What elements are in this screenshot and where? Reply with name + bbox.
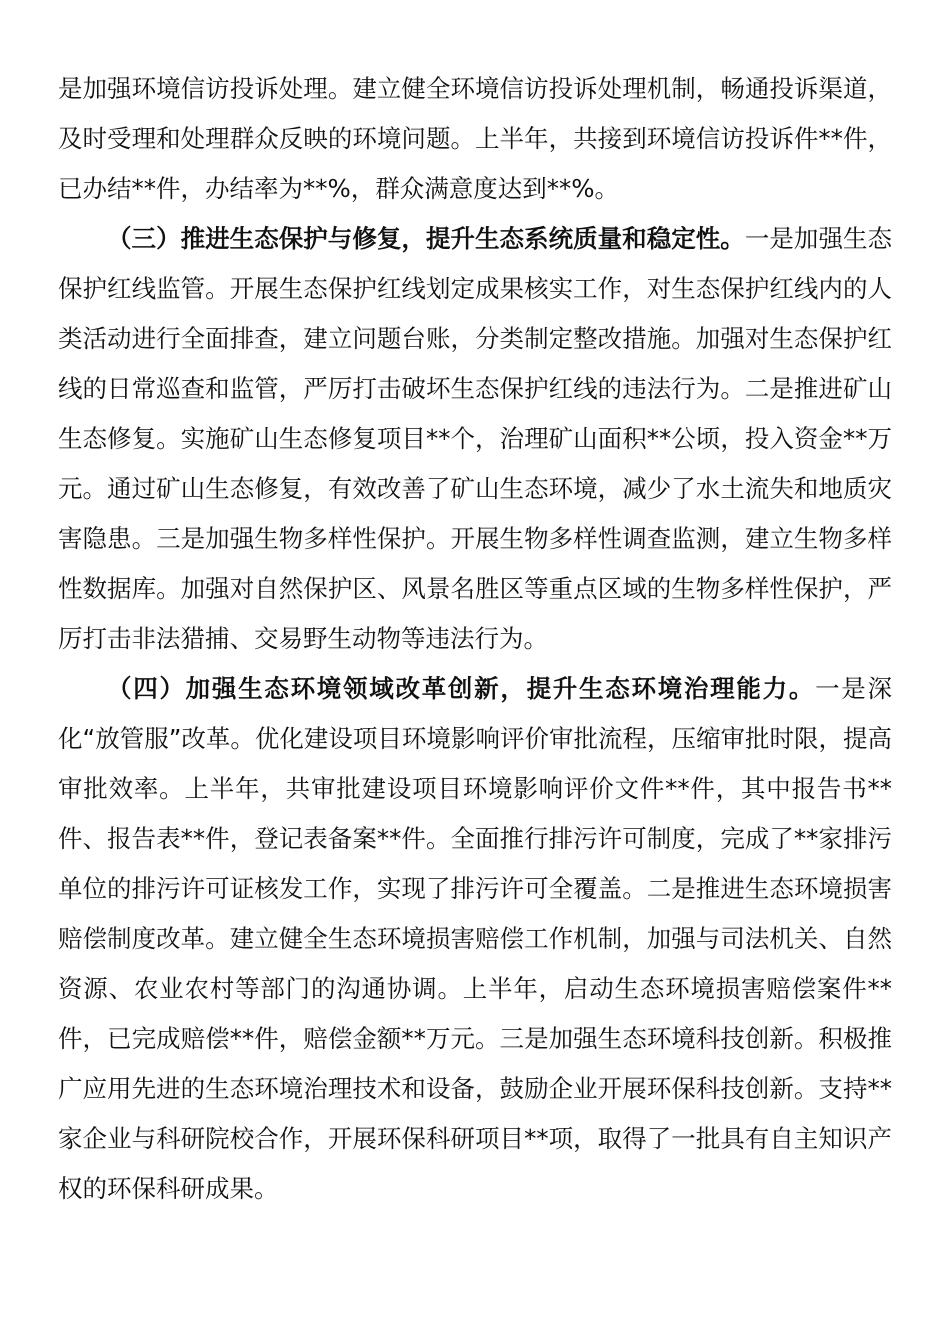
paragraph-reform-innovation (58, 664, 892, 1214)
document-body (58, 64, 892, 1214)
section-heading-4: （四）加强生态环境领域改革创新，提升生态环境治理能力。 (107, 674, 816, 703)
section-heading-3: （三）推进生态保护与修复，提升生态系统质量和稳定性。 (107, 224, 745, 253)
paragraph-text: 是加强环境信访投诉处理。建立健全环境信访投诉处理机制，畅通投诉渠道，及时受理和处理群众反映的环境问题。上半年，共接到环境信访投诉件**件，已办结**件，办结率为**%，群众满意度达到**%。 (58, 74, 892, 203)
paragraph-complaint-handling (58, 64, 892, 214)
paragraph-text: 一是深化“放管服”改革。优化建设项目环境影响评价审批流程，压缩审批时限，提高审批效率。上半年，共审批建设项目环境影响评价文件**件，其中报告书**件、报告表**件，登记表备案**件。全面推行排污许可制度，完成了**家排污单位的排污许可证核发工作，实现了排污许可全覆盖。二是推进生态环境损害赔偿制度改革。建立健全生态环境损害赔偿工作机制，加强与司法机关、自然资源、农业农村等部门的沟通协调。上半年，启动生态环境损害赔偿案件**件，已完成赔偿**件，赔偿金额**万元。三是加强生态环境科技创新。积极推广应用先进的生态环境治理技术和设备，鼓励企业开展环保科技创新。支持**家企业与科研院校合作，开展环保科研项目**项，取得了一批具有自主知识产权的环保科研成果。 (58, 674, 893, 1203)
paragraph-text: 一是加强生态保护红线监管。开展生态保护红线划定成果核实工作，对生态保护红线内的人类活动进行全面排查，建立问题台账，分类制定整改措施。加强对生态保护红线的日常巡查和监管，严厉打击破坏生态保护红线的违法行为。二是推进矿山生态修复。实施矿山生态修复项目**个，治理矿山面积**公顷，投入资金**万元。通过矿山生态修复，有效改善了矿山生态环境，减少了水土流失和地质灾害隐患。三是加强生物多样性保护。开展生物多样性调查监测，建立生物多样性数据库。加强对自然保护区、风景名胜区等重点区域的生物多样性保护，严厉打击非法猎捕、交易野生动物等违法行为。 (58, 224, 893, 653)
paragraph-ecological-protection (58, 214, 892, 664)
